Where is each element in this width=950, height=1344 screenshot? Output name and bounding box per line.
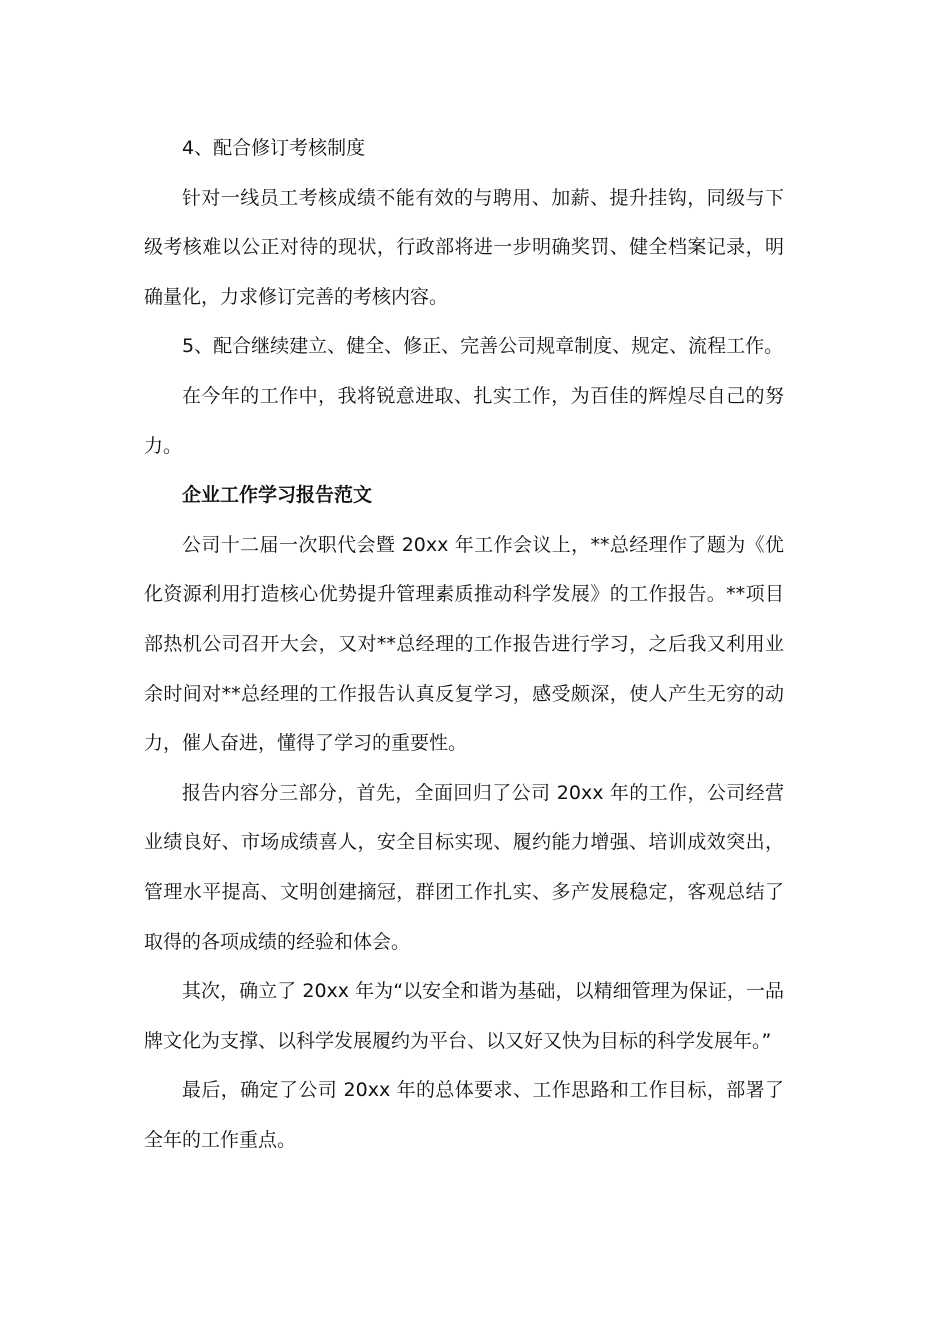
body-paragraph: 公司十二届一次职代会暨 20xx 年工作会议上，**总经理作了题为《优化资源利用打造核心优势提升管理素质推动科学发展》的工作报告。**项目部热机公司召开大会，又对**总经理的工作报告进行学习，之后我又利用业余时间对**总经理的工作报告认真反复学习，感受颇深，使人产生无穷的动力，催人奋进，懂得了学习的重要性。 bbox=[144, 533, 784, 755]
section-heading: 企业工作学习报告范文 bbox=[182, 484, 373, 507]
body-paragraph: 其次，确立了 20xx 年为“以安全和谐为基础，以精细管理为保证，一品牌文化为支撑、以科学发展履约为平台、以又好又快为目标的科学发展年。” bbox=[144, 980, 784, 1052]
list-item-5: 5、配合继续建立、健全、修正、完善公司规章制度、规定、流程工作。 bbox=[182, 335, 784, 358]
body-paragraph: 报告内容分三部分，首先，全面回归了公司 20xx 年的工作，公司经营业绩良好、市场成绩喜人，安全目标实现、履约能力增强、培训成效突出，管理水平提高、文明创建摘冠，群团工作扎实、多产发展稳定，客观总结了取得的各项成绩的经验和体会。 bbox=[144, 781, 784, 953]
body-paragraph: 最后，确定了公司 20xx 年的总体要求、工作思路和工作目标，部署了全年的工作重点。 bbox=[144, 1079, 784, 1151]
body-paragraph: 在今年的工作中，我将锐意进取、扎实工作，为百佳的辉煌尽自己的努力。 bbox=[144, 384, 784, 457]
body-paragraph: 针对一线员工考核成绩不能有效的与聘用、加薪、提升挂钩，同级与下级考核难以公正对待的现状，行政部将进一步明确奖罚、健全档案记录，明确量化，力求修订完善的考核内容。 bbox=[144, 186, 784, 308]
document-body bbox=[144, 124, 784, 1165]
list-item-4: 4、配合修订考核制度 bbox=[182, 137, 366, 159]
